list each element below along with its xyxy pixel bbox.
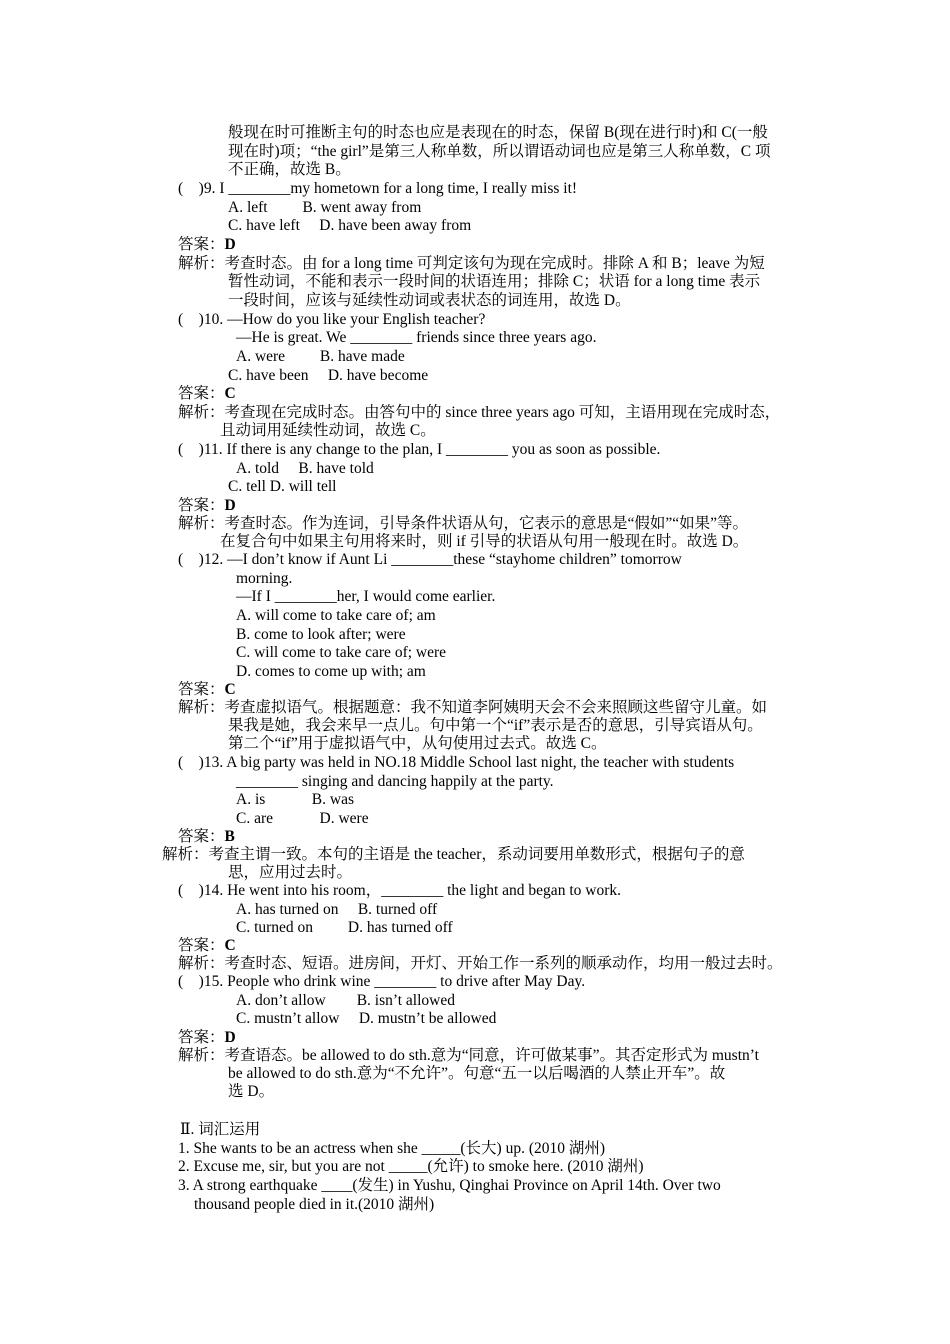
answer-label: 答案：: [178, 681, 225, 698]
answer-value: C: [224, 385, 236, 402]
question-line: —He is great. We ________ friends since three years ago.: [236, 329, 597, 346]
answer-label: 答案：: [178, 1029, 225, 1046]
question-13: ( )13. A big party was held in NO.18 Middle School last night, the teacher with students: [178, 754, 735, 771]
answer-label: 答案：: [178, 828, 225, 845]
text-line: 不正确，故选 B。: [228, 161, 351, 178]
options-cd: C. mustn’t allow D. mustn’t be allowed: [236, 1010, 497, 1027]
question-line: morning.: [236, 570, 293, 587]
answer-label: 答案：: [178, 385, 225, 402]
question-10: ( )10. —How do you like your English teacher?: [178, 311, 486, 328]
explanation-line: be allowed to do sth.意为“不允许”。句意“五一以后喝酒的人禁止开车”。故: [228, 1065, 726, 1082]
answer-line: [178, 497, 236, 515]
option-d: D. comes to come up with; am: [236, 663, 426, 680]
explanation-line: 解析：考查虚拟语气。根据题意：我不知道李阿姨明天会不会来照顾这些留守儿童。如: [178, 699, 768, 716]
explanation-line: 且动词用延续性动词，故选 C。: [220, 422, 436, 439]
options-ab: A. don’t allow B. isn’t allowed: [236, 992, 455, 1009]
option-a: A. will come to take care of; am: [236, 607, 436, 624]
question-11: ( )11. If there is any change to the plan, I ________ you as soon as possible.: [178, 441, 661, 458]
options-ab: A. has turned on B. turned off: [236, 901, 438, 918]
answer-line: [178, 385, 236, 403]
explanation-line: 解析：考查主谓一致。本句的主语是 the teacher，系动词要用单数形式，根据句子的意: [162, 846, 745, 863]
explanation-line: 果我是她，我会来早一点儿。句中第一个“if”表示是否的意思，引导宾语从句。: [228, 717, 763, 734]
explanation-line: 选 D。: [228, 1083, 275, 1100]
explanation-line: 一段时间，应该与延续性动词或表状态的词连用，故选 D。: [228, 292, 631, 309]
answer-value: D: [224, 236, 236, 253]
answer-value: C: [224, 937, 236, 954]
options-cd: C. are D. were: [236, 810, 369, 827]
explanation-line: 暂性动词，不能和表示一段时间的状语连用；排除 C；状语 for a long time 表示: [228, 273, 761, 290]
answer-line: [178, 236, 236, 254]
question-9: ( )9. I ________my hometown for a long time, I really miss it!: [178, 180, 578, 197]
question-12: ( )12. —I don’t know if Aunt Li ________these “stayhome children” tomorrow: [178, 551, 682, 568]
options-ab: A. told B. have told: [236, 460, 374, 477]
section-title: Ⅱ. 词汇运用: [180, 1121, 261, 1138]
answer-value: D: [224, 1029, 236, 1046]
options-cd: C. turned on D. has turned off: [236, 919, 453, 936]
explanation-line: 思，应用过去时。: [228, 864, 353, 881]
vocab-item-continued: thousand people died in it.(2010 湖州): [194, 1196, 435, 1213]
answer-value: D: [224, 497, 236, 514]
answer-label: 答案：: [178, 497, 225, 514]
answer-line: [178, 681, 236, 699]
answer-line: [178, 828, 235, 846]
explanation-line: 解析：考查现在完成时态。由答句中的 since three years ago 可知，主语用现在完成时态，: [178, 404, 781, 421]
question-line: ________ singing and dancing happily at the party.: [236, 773, 554, 790]
options-ab: A. is B. was: [236, 791, 354, 808]
question-14: ( )14. He went into his room，________ the light and began to work.: [178, 882, 621, 899]
answer-line: [178, 937, 236, 955]
text-line: 现在时)项；“the girl”是第三人称单数，所以谓语动词也应是第三人称单数，C 项: [228, 143, 771, 160]
question-15: ( )15. People who drink wine ________ to drive after May Day.: [178, 973, 586, 990]
explanation-line: 在复合句中如果主句用将来时，则 if 引导的状语从句用一般现在时。故选 D。: [220, 533, 749, 550]
answer-label: 答案：: [178, 937, 225, 954]
explanation-line: 解析：考查时态。由 for a long time 可判定该句为现在完成时。排除 A 和 B；leave 为短: [178, 255, 765, 272]
options-cd: C. tell D. will tell: [228, 478, 337, 495]
answer-value: B: [224, 828, 235, 845]
answer-label: 答案：: [178, 236, 225, 253]
answer-line: [178, 1029, 236, 1047]
question-line: —If I ________her, I would come earlier.: [236, 588, 496, 605]
answer-value: C: [224, 681, 236, 698]
explanation-line: 解析：考查时态、短语。进房间，开灯、开始工作一系列的顺承动作，均用一般过去时。: [178, 955, 783, 972]
options-ab: A. left B. went away from: [228, 199, 422, 216]
vocab-item: 3. A strong earthquake ____(发生) in Yushu, Qinghai Province on April 14th. Over two: [178, 1177, 721, 1194]
explanation-line: 解析：考查语态。be allowed to do sth.意为“同意，许可做某事”。其否定形式为 mustn’t: [178, 1047, 759, 1064]
vocab-item: 2. Excuse me, sir, but you are not _____(允许) to smoke here. (2010 湖州): [178, 1158, 644, 1175]
options-cd: C. have left D. have been away from: [228, 217, 472, 234]
option-b: B. come to look after; were: [236, 626, 406, 643]
explanation-line: 第二个“if”用于虚拟语气中，从句使用过去式。故选 C。: [228, 735, 607, 752]
options-ab: A. were B. have made: [236, 348, 405, 365]
text-line: 般现在时可推断主句的时态也应是表现在的时态，保留 B(现在进行时)和 C(一般: [228, 124, 768, 141]
option-c: C. will come to take care of; were: [236, 644, 447, 661]
explanation-line: 解析：考查时态。作为连词，引导条件状语从句，它表示的意思是“假如”“如果”等。: [178, 515, 749, 532]
options-cd: C. have been D. have become: [228, 367, 429, 384]
vocab-item: 1. She wants to be an actress when she _____(长大) up. (2010 湖州): [178, 1140, 606, 1157]
